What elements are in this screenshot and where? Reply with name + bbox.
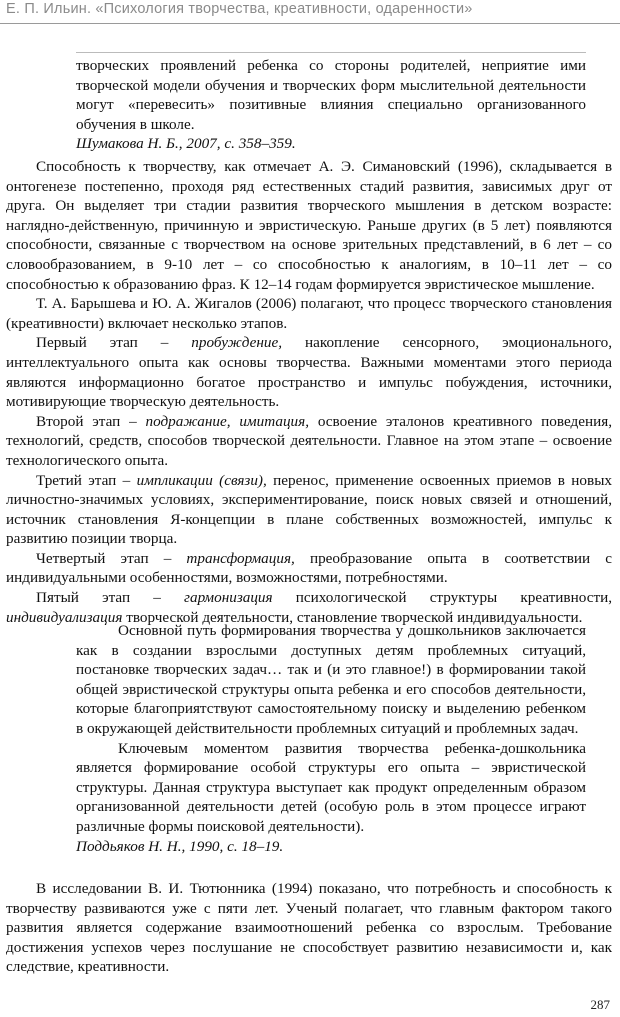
stage-1-text: накопление сенсорного, эмоционального, интеллектуального опыта как основы творчества. Важными моментами этого периода являются информационно богатое пространство и импульс побуждения, источники, мотивирующие творческую деятельность. — [6, 334, 612, 411]
stage-5-text: творческой деятельности, становление творческой индивидуальности. — [122, 608, 583, 626]
paragraph-stage-1 — [6, 333, 612, 411]
paragraph-final: В исследовании В. И. Тютюнника (1994) показано, что потребность и способность к творчеству развиваются уже с пяти лет. Ученый полагает, что главным фактором такого развития является содержание взаимоотношений ребенка со взрослым. Требование достижения успехов через послушание не способствует развитию независимости и, как следствие, креативности. — [6, 880, 612, 976]
quote-top-rule — [76, 52, 586, 53]
stage-2-term: подражание, имитация, — [145, 412, 310, 430]
quote-2-paragraph-2: Ключевым моментом развития творчества ребенка-дошкольника является формирование особой структуры его опыта – эвристической структуры. Данная структура выступает как продукт определенным образом организованной деятельности детей (особую роль в этом процессе играют различные формы поисковой деятельности). — [76, 739, 586, 835]
stage-3-lead: Третий этап – — [36, 471, 137, 489]
stage-5-term: гармонизация — [184, 589, 273, 607]
quote-block-2 — [76, 621, 586, 856]
stage-5-term-2: индивидуализация — [6, 608, 123, 626]
quote-2-citation: Поддьяков Н. Н., 1990, с. 18–19. — [76, 837, 284, 855]
stage-4-lead: Четвертый этап – — [36, 549, 187, 567]
stage-2-text: освоение эталонов креативного поведения, технологий, средств, способов творческой деятельности. Главное на этом этапе – освоение технологического опыта. — [6, 412, 612, 469]
paragraph-stage-4 — [6, 549, 612, 588]
main-text — [6, 157, 612, 627]
paragraph-stage-2 — [6, 412, 612, 471]
paragraph-2: Т. А. Барышева и Ю. А. Жигалов (2006) полагают, что процесс творческого становления (креативности) включает несколько этапов. — [6, 295, 612, 332]
stage-1-lead: Первый этап – — [36, 334, 192, 352]
stage-5-mid: психологической структуры креативности, — [272, 589, 613, 607]
stage-4-text: преобразование опыта в соответствии с индивидуальными особенностями, возможностями, потребностями. — [6, 549, 612, 587]
main-text-2 — [6, 879, 612, 977]
stage-2-lead: Второй этап – — [36, 412, 146, 430]
stage-3-text: перенос, применение освоенных приемов в новых личностно-значимых условиях, экспериментирование, поиск новых связей и отношений, источник становления Я-концепции в плане собственных возможностей, импульс к развитию позиции творца. — [6, 471, 612, 548]
quote-1-text: творческих проявлений ребенка со стороны родителей, неприятие ими творческой модели обучения и творческих форм мыслительной деятельности могут «перевесить» позитивные влияния специально организованного обучения в школе. — [76, 57, 586, 133]
quote-block-1 — [76, 56, 586, 154]
header-rule — [0, 23, 620, 24]
paragraph-stage-3 — [6, 471, 612, 549]
stage-3-term: импликации (связи), — [136, 471, 267, 489]
stage-1-term: пробуждение, — [191, 334, 283, 352]
stage-5-lead: Пятый этап – — [36, 589, 185, 607]
stage-4-term: трансформация, — [186, 549, 295, 567]
running-title: Е. П. Ильин. «Психология творчества, креативности, одаренности» — [6, 1, 473, 17]
running-header — [0, 0, 620, 40]
paragraph-1: Способность к творчеству, как отмечает А. Э. Симановский (1996), складывается в онтогенезе постепенно, проходя ряд естественных стадий развития, зависимых друг от друга. Он выделяет три стадии развития творческого мышления в детском возрасте: наглядно-действенную, причинную и эвристическую. Раньше других (в 5 лет) появляются способности, связанные с творчеством на основе зрительных представлений, в 6 лет – со словообразованием, в 9-10 лет – со способностью к аналогиям, в 10–11 лет – со способностью к образованию фраз. К 12–14 годам формируется эвристическое мышление. — [6, 158, 612, 293]
quote-1-citation: Шумакова Н. Б., 2007, с. 358–359. — [76, 135, 296, 153]
quote-2-paragraph-1: Основной путь формирования творчества у дошкольников заключается как в создании взрослыми доступных детям проблемных ситуаций, постановке творческих задач… так и (и это главное!) в формировании такой общей эвристической структуры опыта ребенка и его способов деятельности, которые благоприятствуют самостоятельному поиску и выделению ребенком в окружающей действительности проблемных ситуаций и проблемных задач. — [76, 622, 586, 737]
page-number: 287 — [590, 997, 610, 1012]
